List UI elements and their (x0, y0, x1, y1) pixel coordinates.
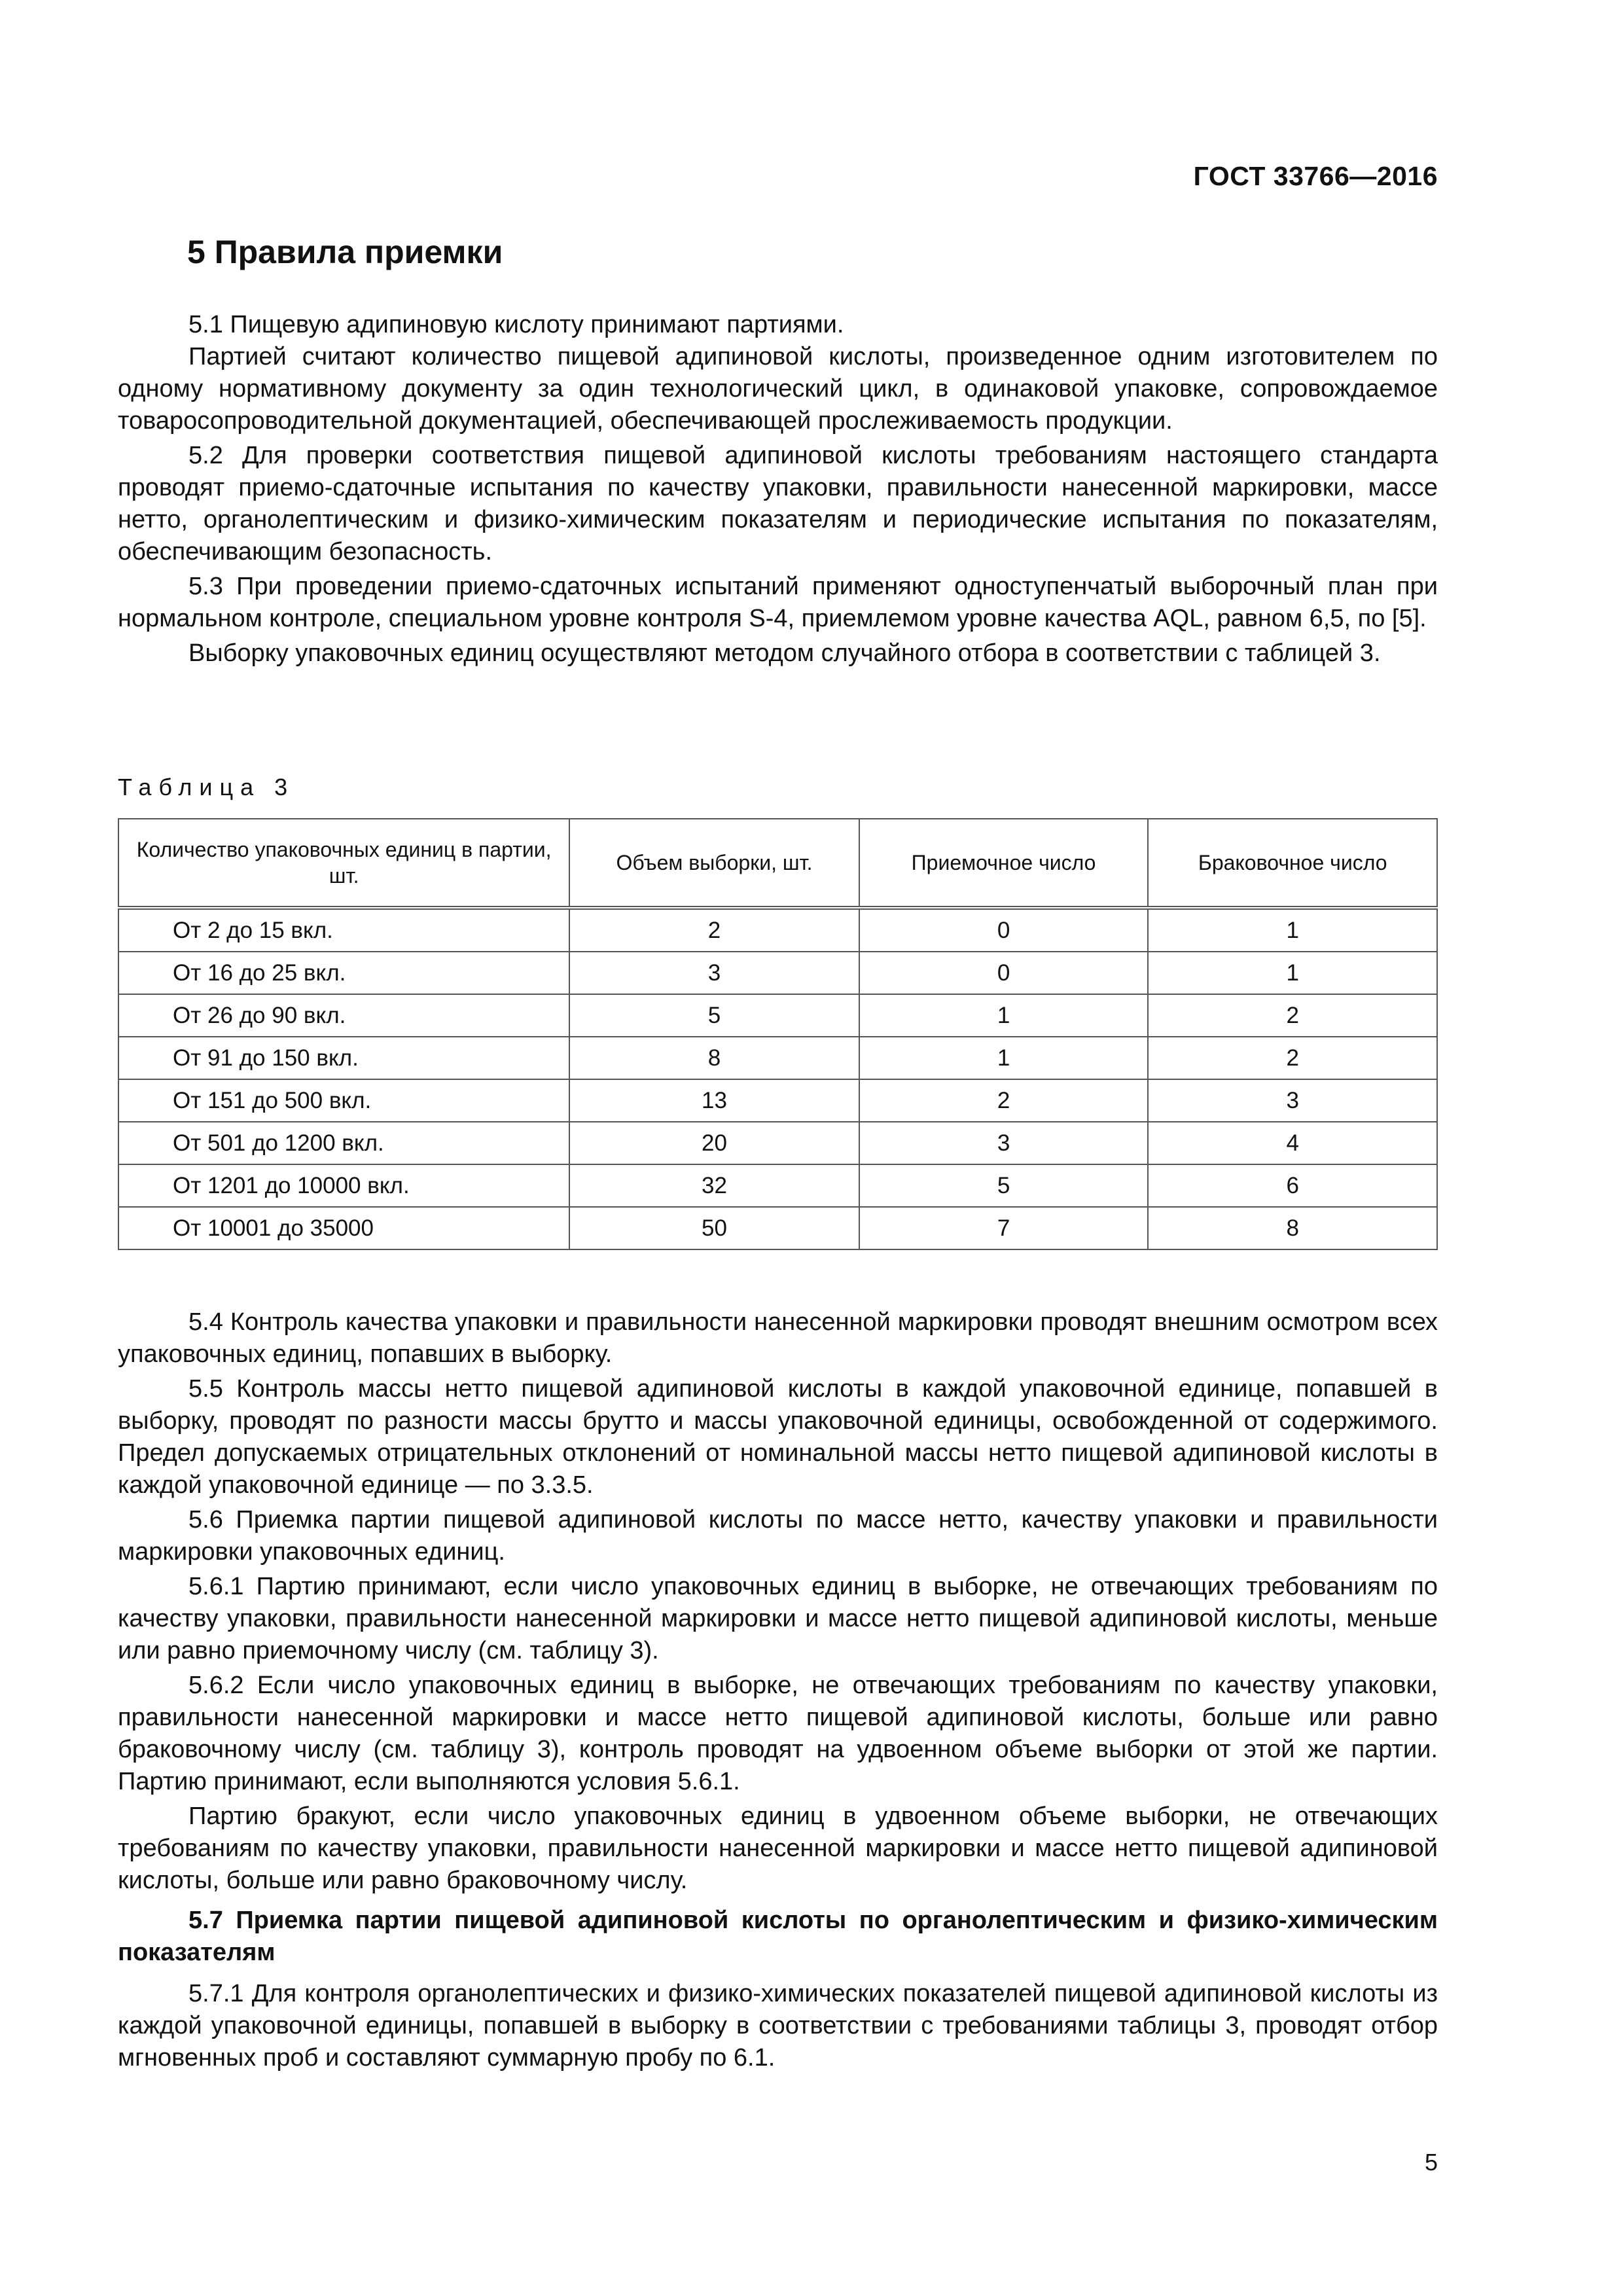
page-number: 5 (1424, 2149, 1438, 2176)
header-rejection-number: Браковочное число (1148, 819, 1437, 908)
cell-rejection-number: 8 (1148, 1207, 1437, 1249)
table-row (118, 952, 1437, 994)
cell-lot-size: От 151 до 500 вкл. (118, 1079, 569, 1122)
cell-acceptance-number: 7 (859, 1207, 1149, 1249)
table-row (118, 908, 1437, 952)
cell-rejection-number: 2 (1148, 1037, 1437, 1079)
cell-sample-size: 32 (569, 1164, 859, 1207)
cell-lot-size: От 91 до 150 вкл. (118, 1037, 569, 1079)
table-row (118, 1164, 1437, 1207)
cell-sample-size: 8 (569, 1037, 859, 1079)
cell-rejection-number: 2 (1148, 994, 1437, 1037)
cell-sample-size: 13 (569, 1079, 859, 1122)
subsection-title-5-7: 5.7 Приемка партии пищевой адипиновой кислоты по органолептическим и физико-химическим показателям (118, 1907, 1438, 1966)
header-lot-size: Количество упаковочных единиц в партии, шт. (118, 819, 569, 908)
paragraph-5-6-1: 5.6.1 Партию принимают, если число упаковочных единиц в выборке, не отвечающих требованиям по качеству упаковки, правильности нанесенной маркировки и массе нетто пищевой адипиновой кислоты, меньше или равно приемочному числу (см. таблицу 3). (118, 1573, 1438, 1664)
section-title: 5 Правила приемки (187, 234, 503, 270)
cell-sample-size: 50 (569, 1207, 859, 1249)
cell-rejection-number: 6 (1148, 1164, 1437, 1207)
cell-lot-size: От 10001 до 35000 (118, 1207, 569, 1249)
standard-designation: ГОСТ 33766—2016 (1193, 161, 1438, 191)
paragraph-5-4: 5.4 Контроль качества упаковки и правильности нанесенной маркировки проводят внешним осмотром всех упаковочных единиц, попавших в выборку. (118, 1308, 1438, 1368)
cell-lot-size: От 501 до 1200 вкл. (118, 1122, 569, 1164)
cell-rejection-number: 1 (1148, 908, 1437, 952)
cell-rejection-number: 3 (1148, 1079, 1437, 1122)
cell-sample-size: 5 (569, 994, 859, 1037)
cell-sample-size: 2 (569, 908, 859, 952)
cell-acceptance-number: 0 (859, 952, 1149, 994)
cell-lot-size: От 26 до 90 вкл. (118, 994, 569, 1037)
table-row (118, 1122, 1437, 1164)
sampling-plan-table (118, 818, 1438, 1250)
paragraph-5-6: 5.6 Приемка партии пищевой адипиновой кислоты по массе нетто, качеству упаковки и правильности маркировки упаковочных единиц. (118, 1506, 1438, 1566)
cell-lot-size: От 2 до 15 вкл. (118, 908, 569, 952)
cell-acceptance-number: 2 (859, 1079, 1149, 1122)
paragraph-batch-definition: Партией считают количество пищевой адипиновой кислоты, произведенное одним изготовителем по одному нормативному документу за один технологический цикл, в одинаковой упаковке, сопровождаемое товаросопроводительной документацией, обеспечивающей прослеживаемость продукции. (118, 343, 1438, 435)
cell-acceptance-number: 3 (859, 1122, 1149, 1164)
cell-rejection-number: 4 (1148, 1122, 1437, 1164)
cell-acceptance-number: 0 (859, 908, 1149, 952)
intro-text-block (118, 309, 1438, 670)
cell-lot-size: От 1201 до 10000 вкл. (118, 1164, 569, 1207)
header-acceptance-number: Приемочное число (859, 819, 1149, 908)
table-row (118, 1037, 1437, 1079)
table-caption: Таблица 3 (118, 774, 295, 800)
table-row (118, 994, 1437, 1037)
cell-sample-size: 3 (569, 952, 859, 994)
cell-sample-size: 20 (569, 1122, 859, 1164)
paragraph-5-7-1: 5.7.1 Для контроля органолептических и физико-химических показателей пищевой адипиновой кислоты из каждой упаковочной единицы, попавшей в выборку в соответствии с требованиями таблицы 3, проводят отбор мгновенных проб и составляют суммарную пробу по 6.1. (118, 1980, 1438, 2072)
main-text-block (118, 1306, 1438, 2074)
cell-rejection-number: 1 (1148, 952, 1437, 994)
cell-acceptance-number: 1 (859, 994, 1149, 1037)
header-sample-size: Объем выборки, шт. (569, 819, 859, 908)
paragraph-5-6-2: 5.6.2 Если число упаковочных единиц в выборке, не отвечающих требованиям по качеству упаковки, правильности нанесенной маркировки и массе нетто пищевой адипиновой кислоты, больше или равно браковочному числу (см. таблицу 3), контроль проводят на удвоенном объеме выборки от этой же партии. Партию принимают, если выполняются условия 5.6.1. (118, 1672, 1438, 1795)
paragraph-5-5: 5.5 Контроль массы нетто пищевой адипиновой кислоты в каждой упаковочной единице, попавшей в выборку, проводят по разности массы брутто и массы упаковочной единицы, освобожденной от содержимого. Предел допускаемых отрицательных отклонений от номинальной массы нетто пищевой адипиновой кислоты в каждой упаковочной единице — по 3.3.5. (118, 1375, 1438, 1499)
paragraph-5-1: 5.1 Пищевую адипиновую кислоту принимают партиями. (188, 311, 844, 338)
table-header-row (118, 819, 1437, 908)
table-row (118, 1207, 1437, 1249)
cell-acceptance-number: 5 (859, 1164, 1149, 1207)
table-row (118, 1079, 1437, 1122)
paragraph-batch-rejection: Партию бракуют, если число упаковочных единиц в удвоенном объеме выборки, не отвечающих требованиям по качеству упаковки, правильности нанесенной маркировки и массе нетто пищевой адипиновой кислоты, больше или равно браковочному числу. (118, 1803, 1438, 1894)
paragraph-5-3: 5.3 При проведении приемо-сдаточных испытаний применяют одноступенчатый выборочный план при нормальном контроле, специальном уровне контроля S-4, приемлемом уровне качества AQL, равном 6,5, по [5]. (118, 573, 1438, 632)
cell-acceptance-number: 1 (859, 1037, 1149, 1079)
paragraph-5-2: 5.2 Для проверки соответствия пищевой адипиновой кислоты требованиям настоящего стандарта проводят приемо-сдаточные испытания по качеству упаковки, правильности нанесенной маркировки, массе нетто, органолептическим и физико-химическим показателям и периодические испытания по показателям, обеспечивающим безопасность. (118, 442, 1438, 565)
cell-lot-size: От 16 до 25 вкл. (118, 952, 569, 994)
paragraph-sampling: Выборку упаковочных единиц осуществляют методом случайного отбора в соответствии с таблицей 3. (188, 639, 1381, 667)
